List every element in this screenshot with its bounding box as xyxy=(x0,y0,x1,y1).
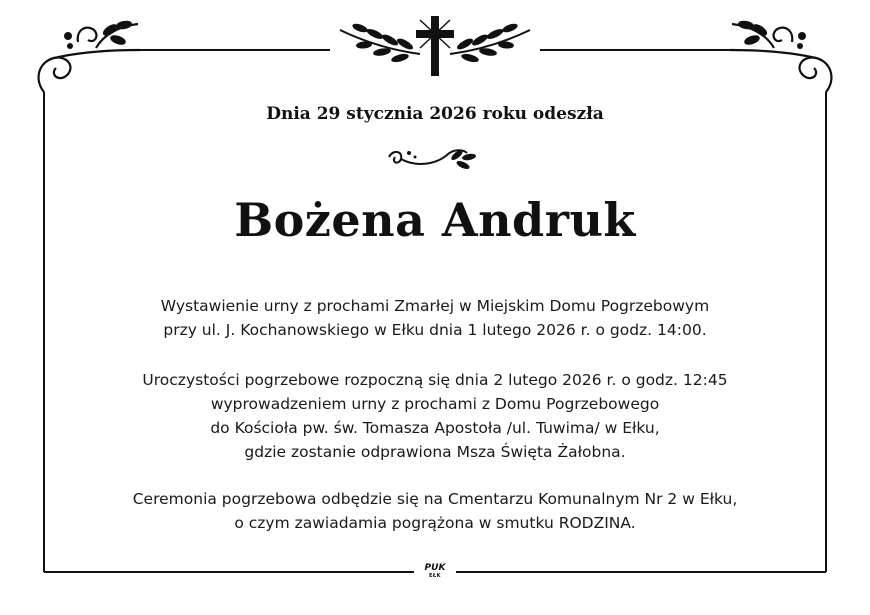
paragraph-viewing xyxy=(60,294,810,342)
text-line: Wystawienie urny z prochami Zmarłej w Miejskim Domu Pogrzebowym xyxy=(160,297,710,315)
text-line: Uroczystości pogrzebowe rozpoczną się dnia 2 lutego 2026 r. o godz. 12:45 xyxy=(142,371,728,389)
text-line: Ceremonia pogrzebowa odbędzie się na Cmentarzu Komunalnym Nr 2 w Ełku, xyxy=(132,490,738,508)
flourish-icon xyxy=(730,21,831,92)
text-line: wyprowadzeniem urny z prochami z Domu Pogrzebowego xyxy=(210,395,660,413)
text-line: przy ul. J. Kochanowskiego w Ełku dnia 1 lutego 2026 r. o godz. 14:00. xyxy=(163,321,707,339)
paragraph-ceremony xyxy=(60,487,810,535)
deceased-name: Bożena Andruk xyxy=(234,193,636,247)
flourish-icon xyxy=(39,21,140,92)
leaf-swirl-divider-icon xyxy=(385,143,485,175)
logo-sub-text: EŁK xyxy=(428,573,441,579)
paragraph-funeral xyxy=(60,368,810,464)
text-line: gdzie zostanie odprawiona Msza Święta Żałobna. xyxy=(244,443,626,461)
logo-main-text: PUK xyxy=(424,563,446,573)
intro-line: Dnia 29 stycznia 2026 roku odeszła xyxy=(266,104,604,124)
text-line: do Kościoła pw. św. Tomasza Apostoła /ul. Tuwima/ w Ełku, xyxy=(210,419,660,437)
text-line: o czym zawiadamia pogrążona w smutku RODZINA. xyxy=(234,514,636,532)
company-logo xyxy=(418,563,452,581)
cross-with-laurel-icon xyxy=(340,16,530,76)
